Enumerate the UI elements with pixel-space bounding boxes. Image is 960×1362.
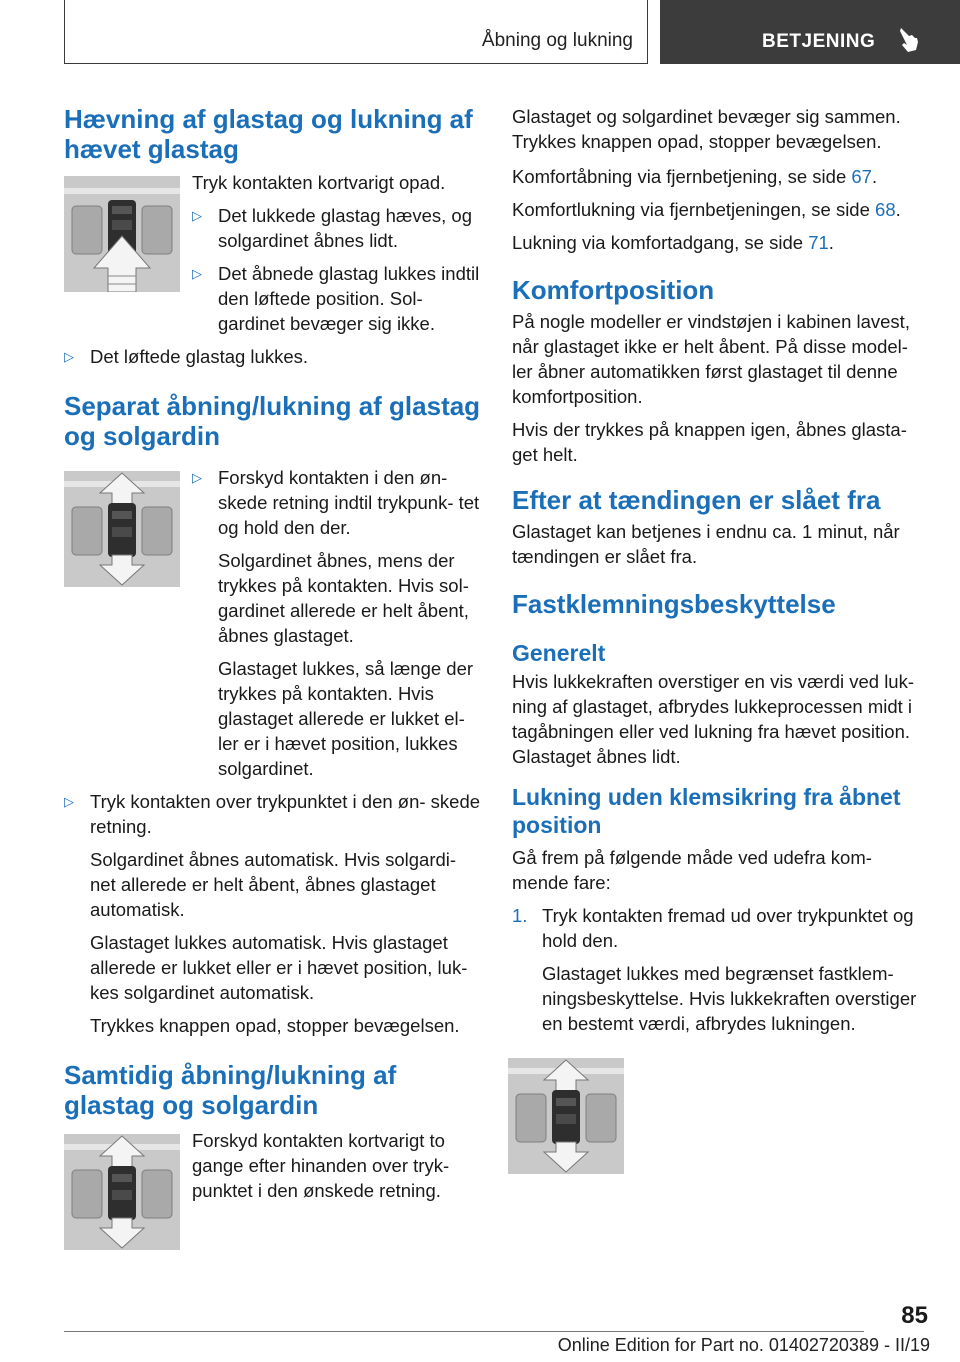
right-column	[512, 104, 930, 1174]
list-item	[192, 465, 484, 781]
bullet-text: Forskyd kontakten i den øn- skede retning indtil trykpunk- tet og hold den der.	[218, 467, 480, 538]
section-title-comfort-position: Komfortposition	[512, 275, 715, 305]
bullet-text: Det åbnede glastag lukkes indtil den løftede position. Sol- gardinet bevæger sig ikke.	[218, 263, 480, 334]
bullet-text: Tryk kontakten over trykpunktet i den øn- skede retning.	[90, 791, 481, 837]
step-text: Glastaget lukkes med begrænset fastklem- ningsbeskyttelse. Hvis lukkekraften overstiger en bestemt værdi, afbrydes lukningen.	[542, 963, 917, 1034]
triangle-bullet-icon: ▷	[192, 266, 202, 281]
list-item	[192, 203, 484, 253]
section-title-ignition-off: Efter at tændingen er slået fra	[512, 485, 881, 515]
simultaneous-text: Forskyd kontakten kortvarigt to gange efter hinanden over tryk- punktet i den ønskede retning.	[192, 1130, 450, 1201]
section-title-raise-close: Hævning af glastag og lukning af hævet glastag	[64, 104, 473, 164]
paragraph-comfort-open: Komfortåbning via fjernbetjening, se side 67.	[512, 166, 878, 187]
paragraph-comfort-access: Lukning via komfortadgang, se side 71.	[512, 232, 834, 253]
triangle-bullet-icon: ▷	[192, 470, 202, 485]
paragraph: Hvis der trykkes på knappen igen, åbnes glasta- get helt.	[512, 419, 907, 465]
paragraph-text: Komfortlukning via fjernbetjeningen, se side	[512, 199, 876, 220]
page-link-71[interactable]: 71	[808, 232, 829, 253]
bullet-text: Det løftede glastag lukkes.	[90, 346, 308, 367]
footer-divider	[64, 1331, 864, 1332]
step-text: Tryk kontakten fremad ud over trykpunktet og hold den.	[542, 905, 914, 951]
paragraph-comfort-close: Komfortlukning via fjernbetjeningen, se side 68.	[512, 199, 901, 220]
bullet-text: Glastaget lukkes automatisk. Hvis glastaget allerede er lukket eller er i hævet position, luk- kes solgardinet automatisk.	[90, 932, 468, 1003]
roof-switch-forward-image	[508, 1058, 624, 1174]
figure-row-separate	[64, 465, 484, 781]
bullet-text: Glastaget lukkes, så længe der trykkes på kontakten. Hvis glastaget allerede er lukket el- ler er i hævet position, lukkes solgardinet.	[218, 658, 474, 779]
section-title-simultaneous: Samtidig åbning/lukning af glastag og solgardin	[64, 1060, 397, 1120]
roof-switch-slide-image	[64, 471, 180, 587]
roof-switch-slide-twice-image	[64, 1134, 180, 1250]
paragraph: Gå frem på følgende måde ved udefra kom- mende fare:	[512, 847, 872, 893]
header-section-title: Åbning og lukning	[481, 30, 633, 51]
bullet-text: Trykkes knappen opad, stopper bevægelsen.	[90, 1015, 460, 1036]
list-item	[192, 261, 484, 336]
list-item	[64, 789, 484, 1038]
header-section-box	[64, 0, 648, 64]
figure-row-simultaneous	[64, 1128, 484, 1250]
paragraph-text: Lukning via komfortadgang, se side	[512, 232, 809, 253]
page-link-68[interactable]: 68	[875, 199, 896, 220]
footer-edition: Online Edition for Part no. 01402720389 - II/19	[557, 1335, 930, 1355]
left-column	[64, 104, 484, 1250]
header-chapter-title: BETJENING	[762, 31, 876, 52]
paragraph: Hvis lukkekraften overstiger en vis værdi ved luk- ning af glastaget, afbrydes lukkeprocessen midt i tagåbningen eller ved lukning fra hævet position. Glastaget åbnes lidt.	[512, 671, 915, 767]
section-title-separate: Separat åbning/lukning af glastag og solgardin	[64, 391, 481, 451]
subsection-title-close-without-protection: Lukning uden klemsikring fra åbnet position	[512, 784, 901, 838]
step-number: 1.	[512, 905, 528, 926]
triangle-bullet-icon: ▷	[192, 208, 202, 223]
list-item	[64, 344, 484, 369]
bullet-text: Solgardinet åbnes automatisk. Hvis solgardi- net allerede er helt åbent, åbnes glastaget automatisk.	[90, 849, 457, 920]
triangle-bullet-icon: ▷	[64, 794, 74, 809]
header-chapter-tab	[660, 0, 960, 64]
section-title-pinch-protection: Fastklemningsbeskyttelse	[512, 589, 836, 619]
roof-switch-up-image	[64, 176, 180, 292]
paragraph: Glastaget og solgardinet bevæger sig sammen. Trykkes knappen opad, stopper bevægelsen.	[512, 106, 901, 152]
paragraph: På nogle modeller er vindstøjen i kabinen lavest, når glastaget ikke er helt åbent. På disse model- ler åbner automatikken først glastaget til denne komfortposition.	[512, 311, 910, 407]
subsection-title-general: Generelt	[512, 640, 606, 666]
page-link-67[interactable]: 67	[851, 166, 872, 187]
page-number: 85	[901, 1302, 928, 1329]
list-item	[512, 903, 930, 1036]
bullet-text: Det lukkede glastag hæves, og solgardinet åbnes lidt.	[218, 205, 473, 251]
paragraph-text: Komfortåbning via fjernbetjening, se side	[512, 166, 852, 187]
raise-intro: Tryk kontakten kortvarigt opad.	[192, 172, 446, 193]
triangle-bullet-icon: ▷	[64, 349, 74, 364]
pointing-hand-icon	[896, 26, 920, 54]
figure-row-raise	[64, 170, 484, 336]
paragraph: Glastaget kan betjenes i endnu ca. 1 minut, når tændingen er slået fra.	[512, 521, 900, 567]
bullet-text: Solgardinet åbnes, mens der trykkes på kontakten. Hvis sol- gardinet allerede er helt åbent, åbnes glastaget.	[218, 550, 469, 646]
